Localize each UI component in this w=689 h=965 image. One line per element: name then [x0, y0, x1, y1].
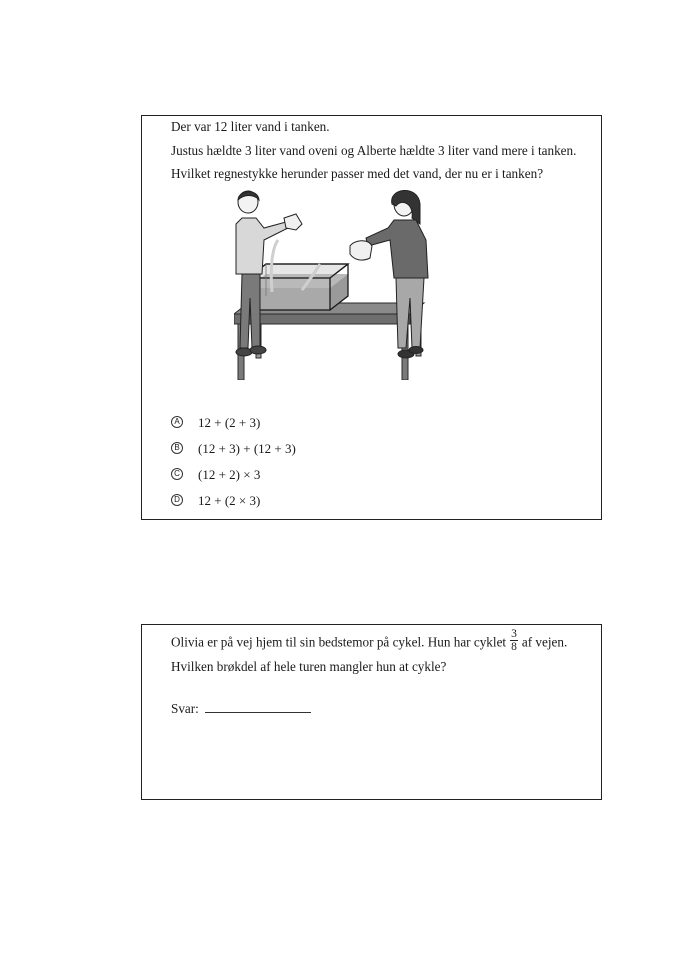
- option-c-expression: (12 + 2) × 3: [198, 467, 261, 482]
- option-a-expression: 12 + (2 + 3): [198, 415, 261, 430]
- girl-figure: [350, 190, 428, 358]
- question-1-box: [141, 115, 602, 520]
- option-d-letter[interactable]: D: [171, 494, 183, 506]
- option-b-letter[interactable]: B: [171, 442, 183, 454]
- answer-input-line[interactable]: [205, 701, 311, 713]
- fraction: [510, 628, 518, 653]
- question-1-line-3: Hvilket regnestykke herunder passer med det vand, der nu er i tanken?: [171, 166, 544, 181]
- question-2-box: [141, 624, 602, 800]
- tank: [248, 264, 348, 310]
- question-2-text-after: af vejen.: [521, 634, 568, 650]
- question-2-text-before: Olivia er på vej hjem til sin bedstemor på cykel. Hun har cyklet: [171, 634, 507, 650]
- water-tank-illustration: [234, 188, 454, 380]
- answer-row: [171, 701, 311, 717]
- option-c-letter[interactable]: C: [171, 468, 183, 480]
- option-b-expression: (12 + 3) + (12 + 3): [198, 441, 296, 456]
- fraction-numerator: 3: [511, 628, 517, 640]
- question-1-line-1: Der var 12 liter vand i tanken.: [171, 119, 330, 134]
- table: [234, 303, 424, 380]
- fraction-denominator: 8: [511, 641, 517, 653]
- answer-label: Svar:: [171, 701, 199, 716]
- option-d-expression: 12 + (2 × 3): [198, 493, 261, 508]
- option-a-letter[interactable]: A: [171, 416, 183, 428]
- question-1-line-2: Justus hældte 3 liter vand oveni og Alberte hældte 3 liter vand mere i tanken.: [171, 143, 577, 158]
- question-2-line-2: Hvilken brøkdel af hele turen mangler hun at cykle?: [171, 659, 447, 674]
- question-2-line-1: [171, 628, 568, 656]
